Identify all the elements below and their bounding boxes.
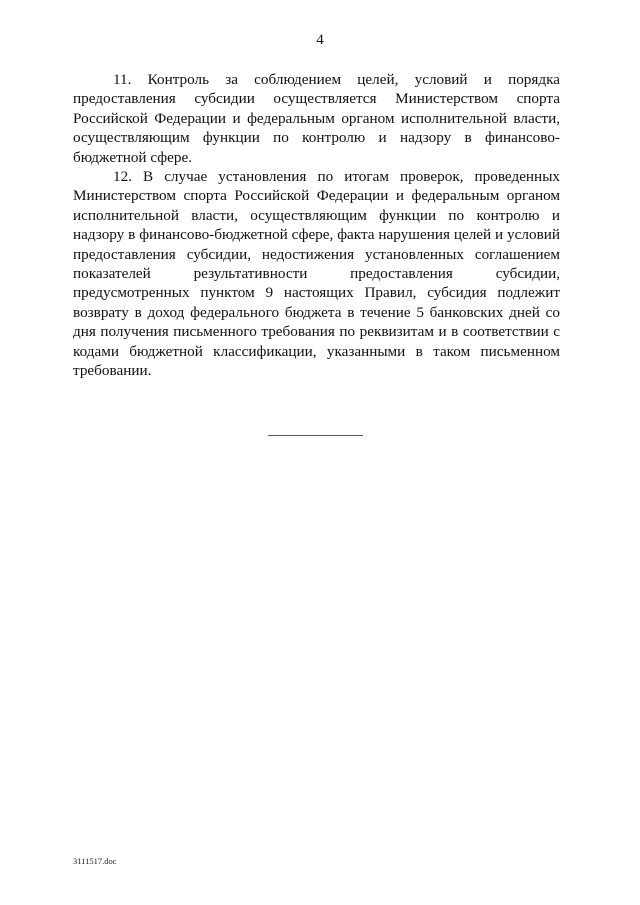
document-body bbox=[73, 70, 560, 381]
paragraph-11: 11. Контроль за соблюдением целей, условий и порядка предоставления субсидии осуществляется Министерством спорта Российской Федерации и федеральным органом исполнительной власти, осуществляющим функции по контролю и надзору в финансово-бюджетной сфере. bbox=[73, 71, 560, 166]
page-number: 4 bbox=[316, 32, 324, 48]
paragraph-12: 12. В случае установления по итогам проверок, проведенных Министерством спорта Российской Федерации и федеральным органом исполнительной власти, осуществляющим функции по контролю и надзору в финансово-бюджетной сфере, факта нарушения целей и условий предоставления субсидии, недостижения установленных соглашением показателей результативности предоставления субсидии, предусмотренных пунктом 9 настоящих Правил, субсидия подлежит возврату в доход федерального бюджета в течение 5 банковских дней со дня получения письменного требования по реквизитам и в соответствии с кодами бюджетной классификации, указанными в таком письменном требовании. bbox=[73, 168, 560, 380]
footer-document-code: 3111517.doc bbox=[73, 856, 117, 866]
end-divider-line bbox=[268, 435, 363, 436]
